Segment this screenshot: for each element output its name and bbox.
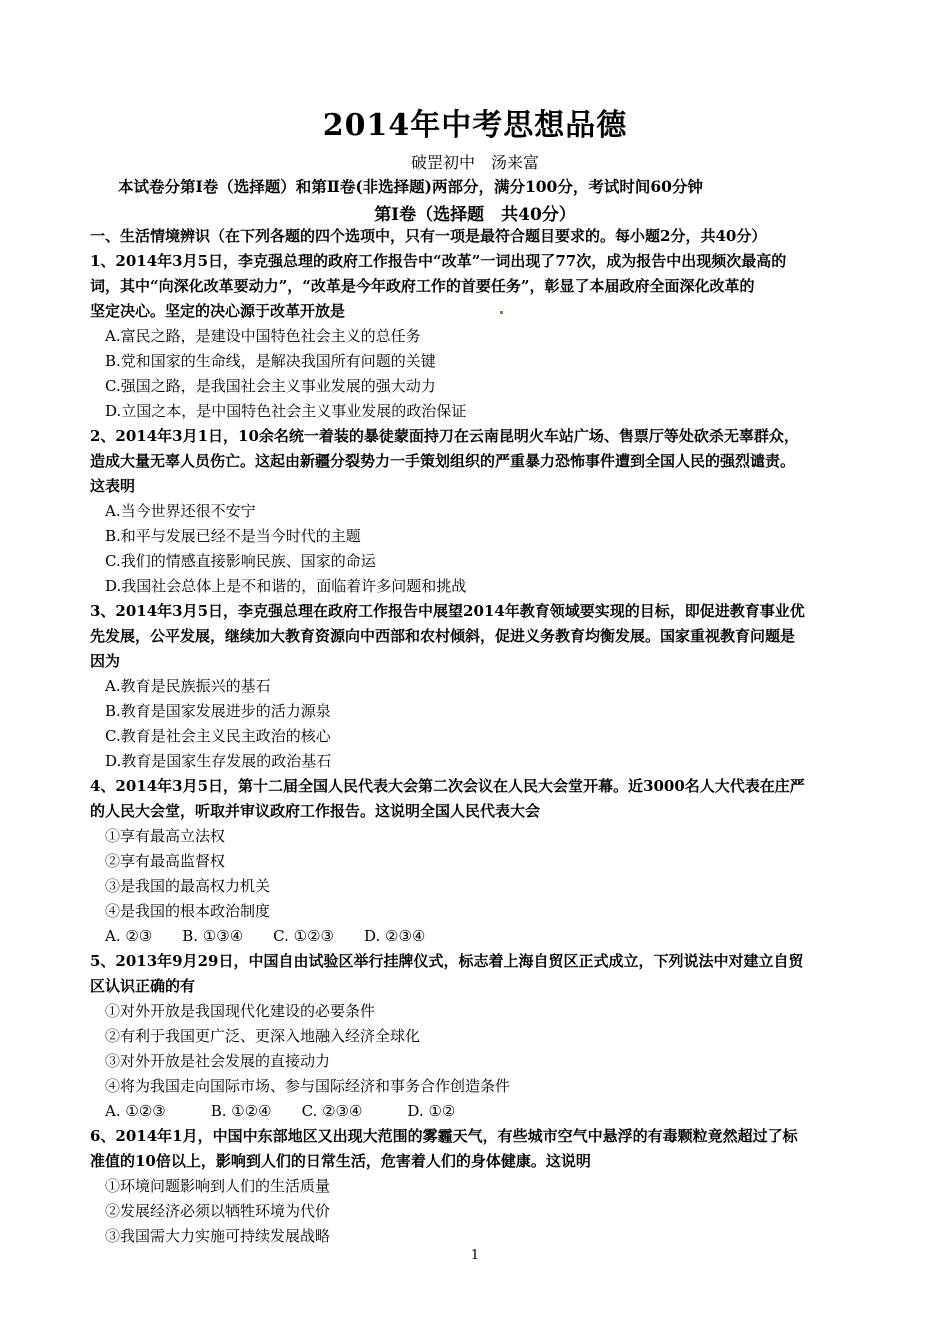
question-text-line: 的人民大会堂，听取并审议政府工作报告。这说明全国人民代表大会 [90, 802, 541, 820]
question-text-line: 5、2013年9月29日，中国自由试验区举行挂牌仪式，标志着上海自贸区正式成立，下列说法中对建立自贸 [90, 952, 804, 970]
answer-option-line: A. ②③ B. ①③④ C. ①②③ D. ②③④ [105, 927, 426, 945]
question-text-line: 这表明 [90, 477, 136, 495]
answer-option-line: ④将为我国走向国际市场、参与国际经济和事务合作创造条件 [105, 1077, 511, 1095]
question-body [90, 224, 870, 1249]
answer-option-line: ③对外开放是社会发展的直接动力 [105, 1052, 331, 1070]
answer-option-line: B.党和国家的生命线，是解决我国所有问题的关键 [105, 352, 436, 370]
question-text-line: 准值的10倍以上，影响到人们的日常生活，危害着人们的身体健康。这说明 [90, 1152, 591, 1170]
question-text-line: 4、2014年3月5日，第十二届全国人民代表大会第二次会议在人民大会堂开幕。近3000名人大代表在庄严 [90, 777, 805, 795]
answer-option-line: A. ①②③ B. ①②④ C. ②③④ D. ①② [105, 1102, 456, 1120]
answer-option-line: D.教育是国家生存发展的政治基石 [105, 752, 332, 770]
answer-option-line: ①享有最高立法权 [105, 827, 226, 845]
question-text-line: 一、生活情境辨识（在下列各题的四个选项中，只有一项是最符合题目要求的。每小题2分，共40分） [90, 227, 767, 245]
answer-option-line: A.教育是民族振兴的基石 [105, 677, 271, 695]
answer-option-line: ④是我国的根本政治制度 [105, 902, 271, 920]
answer-option-line: ②发展经济必须以牺牲环境为代价 [105, 1202, 331, 1220]
section-heading: 第Ⅰ卷（选择题 共40分） [374, 205, 576, 225]
question-text-line: 区认识正确的有 [90, 977, 196, 995]
author-line: 破罡初中 汤来富 [410, 153, 539, 172]
question-text-line: 造成大量无辜人员伤亡。这起由新疆分裂势力一手策划组织的严重暴力恐怖事件遭到全国人民的强烈谴责。 [90, 452, 796, 470]
answer-option-line: A.富民之路，是建设中国特色社会主义的总任务 [105, 327, 421, 345]
question-text-line: 1、2014年3月5日，李克强总理的政府工作报告中“改革”一词出现了77次，成为报告中出现频次最高的 [90, 252, 787, 270]
answer-option-line: ①环境问题影响到人们的生活质量 [105, 1177, 331, 1195]
question-text-line: 因为 [90, 652, 121, 670]
page-title: 2014年中考思想品德 [322, 108, 628, 143]
answer-option-line: C.我们的情感直接影响民族、国家的命运 [105, 552, 376, 570]
answer-option-line: C.教育是社会主义民主政治的核心 [105, 727, 331, 745]
question-text-line: 词，其中“向深化改革要动力”，“改革是今年政府工作的首要任务”，彰显了本届政府全面深化改革的 [90, 277, 755, 295]
answer-option-line: B.和平与发展已经不是当今时代的主题 [105, 527, 361, 545]
answer-option-line: ②享有最高监督权 [105, 852, 226, 870]
answer-option-line: D.我国社会总体上是不和谐的，面临着许多问题和挑战 [105, 577, 467, 595]
answer-option-line: ③我国需大力实施可持续发展战略 [105, 1227, 331, 1245]
answer-option-line: C.强国之路，是我国社会主义事业发展的强大动力 [105, 377, 436, 395]
answer-option-line: ①对外开放是我国现代化建设的必要条件 [105, 1002, 376, 1020]
answer-option-line: B.教育是国家发展进步的活力源泉 [105, 702, 331, 720]
answer-option-line: ②有利于我国更广泛、更深入地融入经济全球化 [105, 1027, 421, 1045]
question-text-line: 先发展，公平发展，继续加大教育资源向中西部和农村倾斜，促进义务教育均衡发展。国家重视教育问题是 [90, 627, 796, 645]
question-text-line: 2、2014年3月1日，10余名统一着装的暴徒蒙面持刀在云南昆明火车站广场、售票厅等处砍杀无辜群众， [90, 427, 799, 445]
question-text-line: 6、2014年1月，中国中东部地区又出现大范围的雾霾天气，有些城市空气中悬浮的有毒颗粒竟然超过了标 [90, 1127, 798, 1145]
question-text-line: 坚定决心。坚定的决心源于改革开放是 [90, 302, 346, 320]
page-number: 1 [470, 1248, 480, 1263]
answer-option-line: D.立国之本，是中国特色社会主义事业发展的政治保证 [105, 402, 467, 420]
answer-option-line: A.当今世界还很不安宁 [105, 502, 256, 520]
answer-option-line: ③是我国的最高权力机关 [105, 877, 271, 895]
exam-instructions: 本试卷分第Ⅰ卷（选择题）和第Ⅱ卷(非选择题)两部分，满分100分，考试时间60分钟 [118, 177, 703, 196]
question-text-line: 3、2014年3月5日，李克强总理在政府工作报告中展望2014年教育领域要实现的目标，即促进教育事业优 [90, 602, 805, 620]
